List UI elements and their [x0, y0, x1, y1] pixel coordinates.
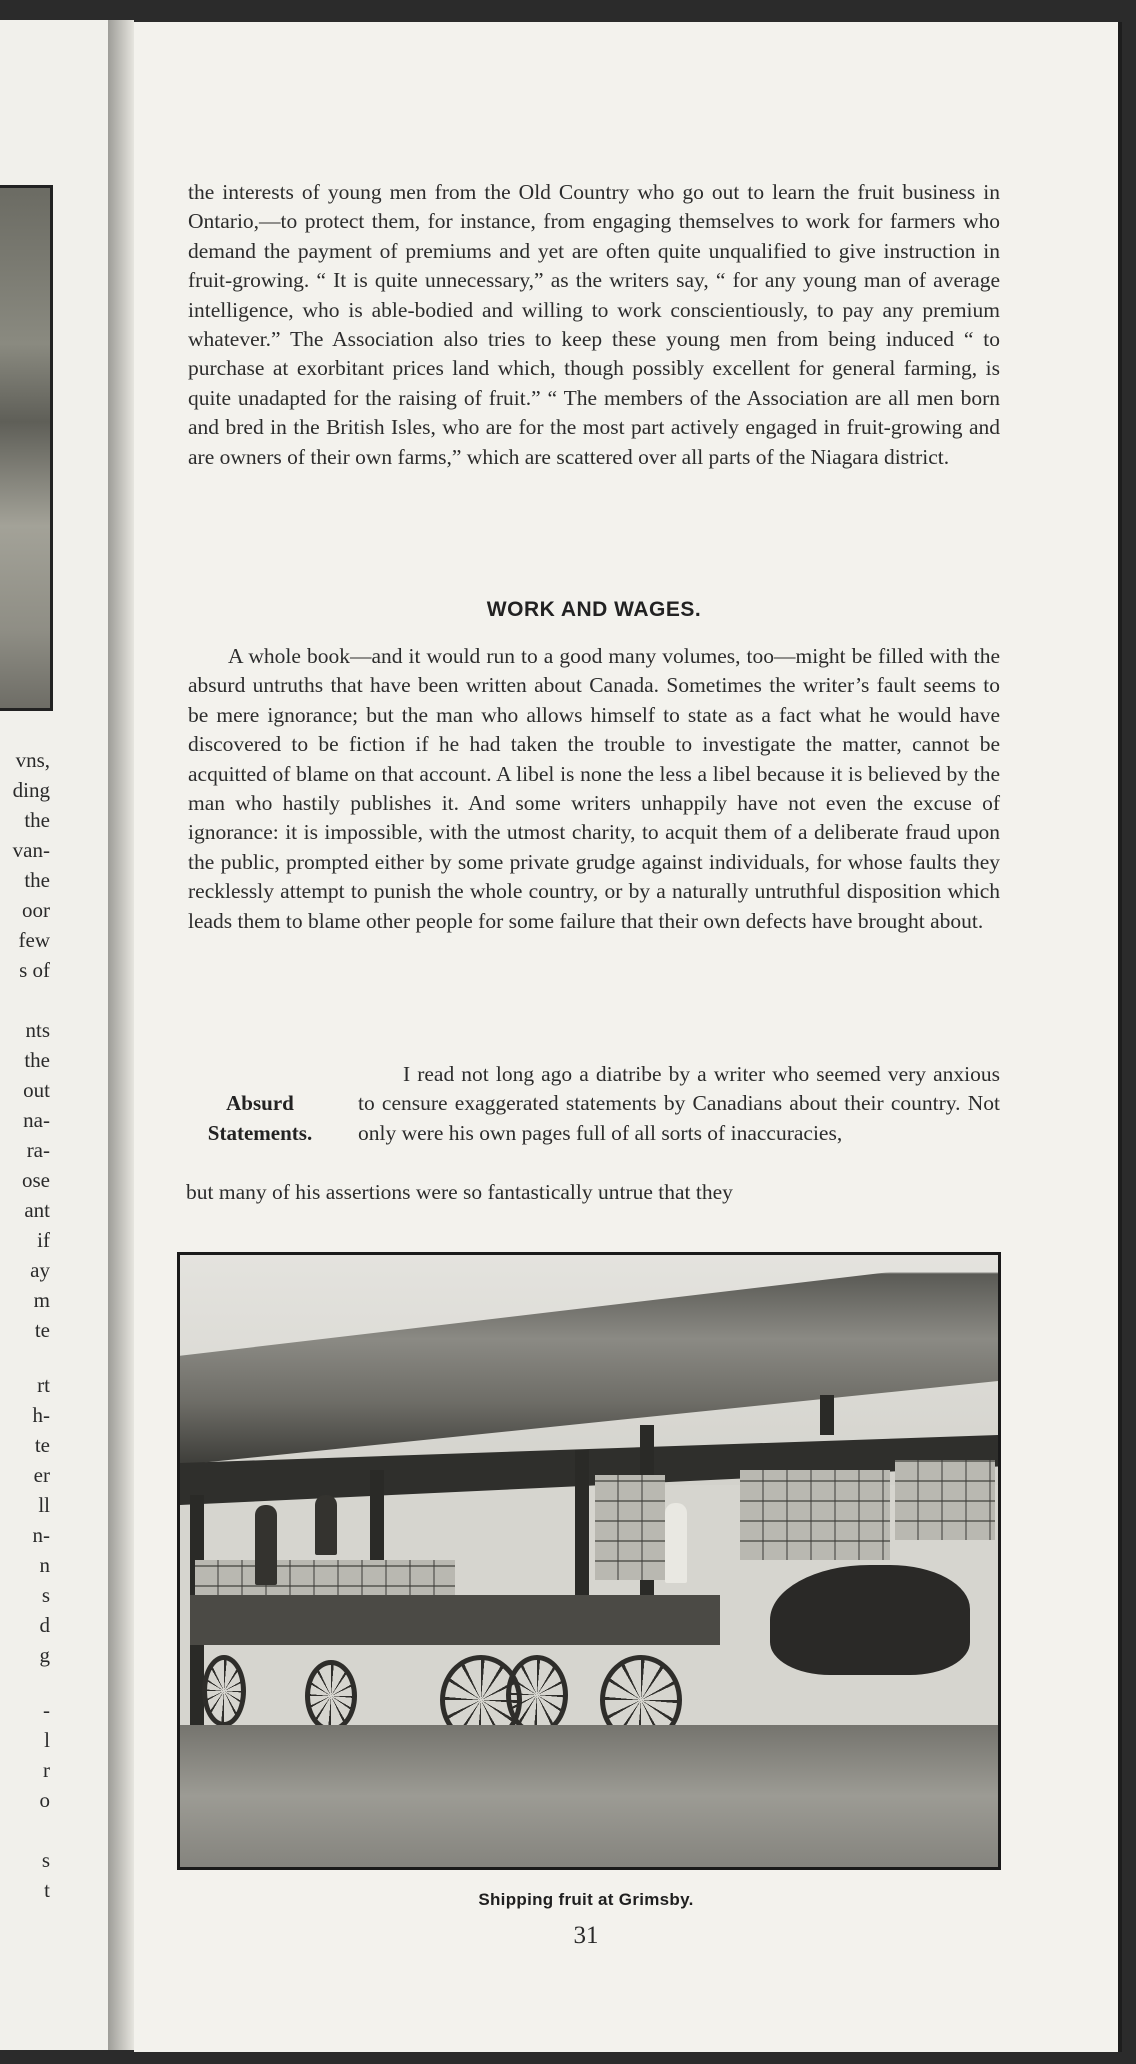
paragraph-absurd-statements: I read not long ago a diatribe by a writer who seemed very anxious to censure exaggerated statements by Canadians about their country. Not only were his own pages full of all sorts of inaccuracies, — [358, 1062, 1000, 1145]
left-page-fragment: ra- — [26, 1138, 50, 1162]
left-page-fragment: n — [39, 1553, 50, 1577]
left-page-fragment: ay — [30, 1258, 50, 1282]
page-number: 31 — [573, 1922, 599, 1949]
photo-ground — [180, 1725, 998, 1867]
left-page-fragment: ll — [38, 1493, 50, 1517]
left-page-fragment: g — [39, 1643, 50, 1667]
photo-person — [665, 1503, 687, 1583]
left-page-fragment: te — [34, 1318, 50, 1342]
paragraph-work-and-wages-text: A whole book—and it would run to a good many volumes, too—might be filled with the absurd untruths that have been written about Canada. Sometimes the writer’s fault seems to be mere ignorance; but the man who allows himself to state as a fact what he would have discovered to be fiction if he had taken the trouble to investigate the matter, cannot be acquitted of blame on that account. A libel is none the less a libel because it is believed by the man who hastily publishes it. And some writers unhappily have not even the excuse of ignorance: it is impossible, with the utmost charity, to acquit them of a deliberate fraud upon the public, prompted either by some private grudge against individuals, for whose faults they recklessly attempt to punish the whole country, or by a naturally untruthful disposition which leads them to blame other people for some failure that their own defects have brought about. — [188, 644, 1000, 933]
photo-wheel — [305, 1660, 357, 1732]
photo-caption: Shipping fruit at Grimsby. — [478, 1890, 694, 1909]
left-page-fragment: ant — [24, 1198, 50, 1222]
left-page-fragment: h- — [32, 1403, 50, 1427]
left-page-fragment: ose — [22, 1168, 50, 1192]
photo-person — [255, 1505, 277, 1585]
left-page-fragment: na- — [23, 1108, 50, 1132]
left-page-fragment: nts — [25, 1018, 50, 1042]
left-page-fragment: the — [24, 1048, 50, 1072]
book-gutter — [108, 20, 134, 2050]
left-page-fragment: oor — [22, 898, 50, 922]
photo-crate-stack — [740, 1470, 890, 1560]
photo-crate-stack — [895, 1460, 995, 1540]
left-page-fragment: s of — [19, 958, 50, 982]
photo-crate-stack — [595, 1475, 665, 1580]
photo-shipping-fruit — [177, 1252, 1001, 1870]
photo-post — [820, 1395, 834, 1435]
left-page-fragment: s — [41, 1848, 50, 1872]
left-page-fragment: the — [24, 808, 50, 832]
paragraph-continuation: but many of his assertions were so fantastically untrue that they — [186, 1180, 733, 1204]
left-page-fragment: m — [33, 1288, 50, 1312]
left-page-photo — [0, 185, 53, 711]
left-page-fragment: l — [44, 1728, 50, 1752]
paragraph-intro-text: the interests of young men from the Old Country who go out to learn the fruit business in Ontario,—to protect them, for instance, from engaging themselves to work for farmers who demand the payment of premiums and yet are often quite unqualified to give instruction in fruit-growing. “ It is quite unnecessary,” as the writers say, “ for any young man of average intelligence, who is able-bodied and willing to work conscientiously, to pay any premium whatever.” The Association also tries to keep these young men from being induced “ to purchase at exorbitant prices land which, though possibly excellent for general farming, is quite unadapted for the raising of fruit.” “ The members of the Association are all men born and bred in the British Isles, who are for the most part actively engaged in fruit-growing and are owners of their own farms,” which are scattered over all parts of the Niagara district. — [188, 180, 1000, 469]
left-page-fragment: er — [33, 1463, 50, 1487]
left-page-fragment: vns, — [15, 748, 50, 772]
left-page — [0, 20, 108, 2050]
photo-wheel — [506, 1655, 568, 1735]
photo-wagon — [190, 1595, 720, 1645]
left-page-fragment: van- — [12, 838, 50, 862]
photo-horse — [770, 1565, 970, 1675]
photo-post — [575, 1450, 589, 1610]
left-page-fragment: rt — [37, 1373, 50, 1397]
left-page-fragment: ding — [12, 778, 50, 802]
section-heading: WORK AND WAGES. — [486, 598, 702, 621]
left-page-fragment: o — [39, 1788, 50, 1812]
left-page-fragment: te — [34, 1433, 50, 1457]
left-page-fragment: few — [18, 928, 50, 952]
left-page-fragment: if — [37, 1228, 50, 1252]
left-page-fragment: n- — [32, 1523, 50, 1547]
left-page-fragment: r — [43, 1758, 50, 1782]
left-page-fragment: the — [24, 868, 50, 892]
left-page-fragment: t — [44, 1878, 50, 1902]
left-page-fragment: s — [41, 1583, 50, 1607]
paragraph-work-and-wages — [188, 642, 1000, 936]
left-page-fragment: out — [23, 1078, 50, 1102]
left-page-fragment: d — [39, 1613, 50, 1637]
left-page-fragment: - — [43, 1698, 50, 1722]
paragraph-intro — [188, 178, 1000, 472]
photo-wheel — [202, 1655, 246, 1727]
photo-person — [315, 1495, 337, 1555]
margin-note: Absurd Statements. — [207, 1091, 313, 1145]
